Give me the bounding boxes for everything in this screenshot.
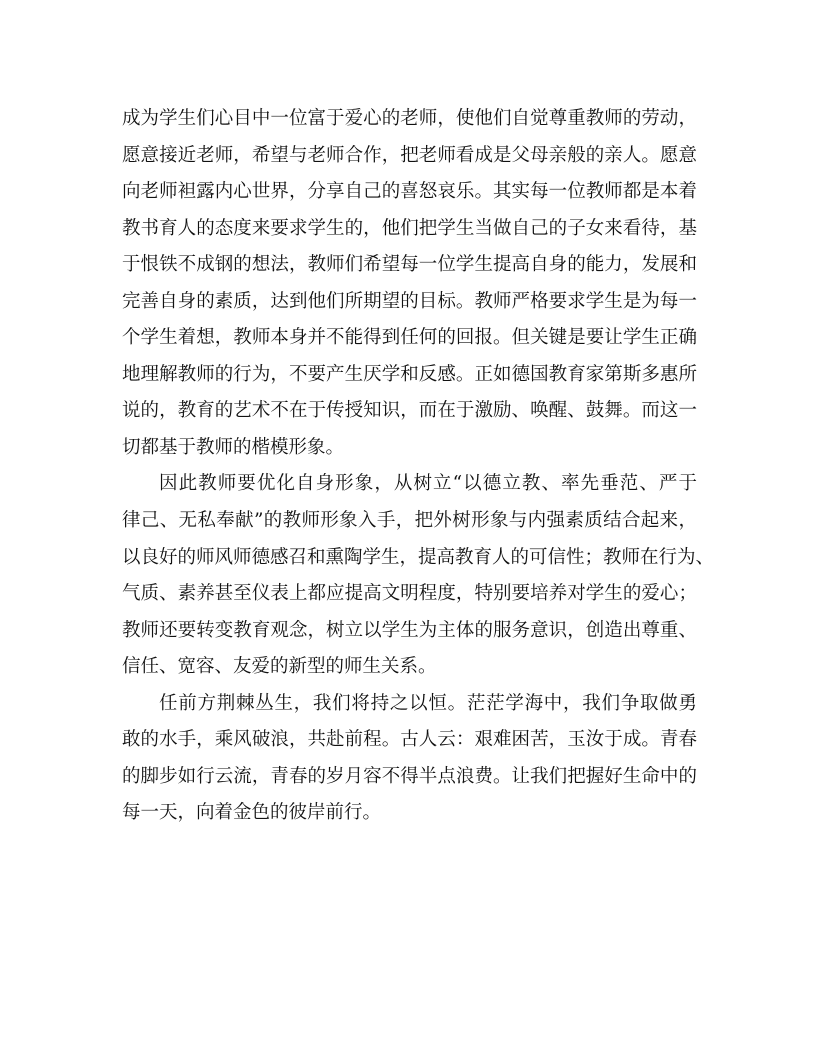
text-line: 的脚步如行云流，青春的岁月容不得半点浪费。让我们把握好生命中的 <box>122 765 697 787</box>
text-line: 成为学生们心目中一位富于爱心的老师，使他们自觉尊重教师的劳动， <box>122 108 697 129</box>
text-line: 每一天，向着金色的彼岸前行。 <box>122 802 382 824</box>
text-line: 以良好的师风师德感召和熏陶学生，提高教育人的可信性；教师在行为、 <box>122 546 715 568</box>
text-line: 完善自身的素质，达到他们所期望的目标。教师严格要求学生是为每一 <box>122 290 697 312</box>
paragraph-2 <box>122 466 715 685</box>
text-line: 律己、无私奉献”的教师形象入手，把外树形象与内强素质结合起来， <box>122 510 697 532</box>
text-line: 任前方荆棘丛生，我们将持之以恒。茫茫学海中，我们争取做勇 <box>159 692 697 714</box>
text-line: 地理解教师的行为，不要产生厌学和反感。正如德国教育家第斯多惠所 <box>122 363 697 385</box>
text-line: 向老师袒露内心世界，分享自己的喜怒哀乐。其实每一位教师都是本着 <box>122 181 697 203</box>
document-body <box>122 101 715 832</box>
text-line: 愿意接近老师，希望与老师合作，把老师看成是父母亲般的亲人。愿意 <box>122 144 697 166</box>
text-line: 敢的水手，乘风破浪，共赴前程。古人云：艰难困苦，玉汝于成。青春 <box>122 729 697 751</box>
text-line: 个学生着想，教师本身并不能得到任何的回报。但关键是要让学生正确 <box>122 327 697 349</box>
text-line: 气质、素养甚至仪表上都应提高文明程度，特别要培养对学生的爱心； <box>122 583 697 605</box>
paragraph-1 <box>122 101 697 466</box>
text-line: 切都基于教师的楷模形象。 <box>122 436 345 458</box>
text-line: 说的，教育的艺术不在于传授知识，而在于激励、唤醒、鼓舞。而这一 <box>122 400 697 422</box>
text-line: 教师还要转变教育观念，树立以学生为主体的服务意识，创造出尊重、 <box>122 619 697 641</box>
text-line: 信任、宽容、友爱的新型的师生关系。 <box>122 656 437 678</box>
text-line: 于恨铁不成钢的想法，教师们希望每一位学生提高自身的能力，发展和 <box>122 254 697 276</box>
paragraph-3 <box>122 686 697 832</box>
text-line: 教书育人的态度来要求学生的，他们把学生当做自己的子女来看待，基 <box>122 217 697 239</box>
text-line: 因此教师要优化自身形象，从树立“以德立教、率先垂范、严于 <box>159 473 697 495</box>
